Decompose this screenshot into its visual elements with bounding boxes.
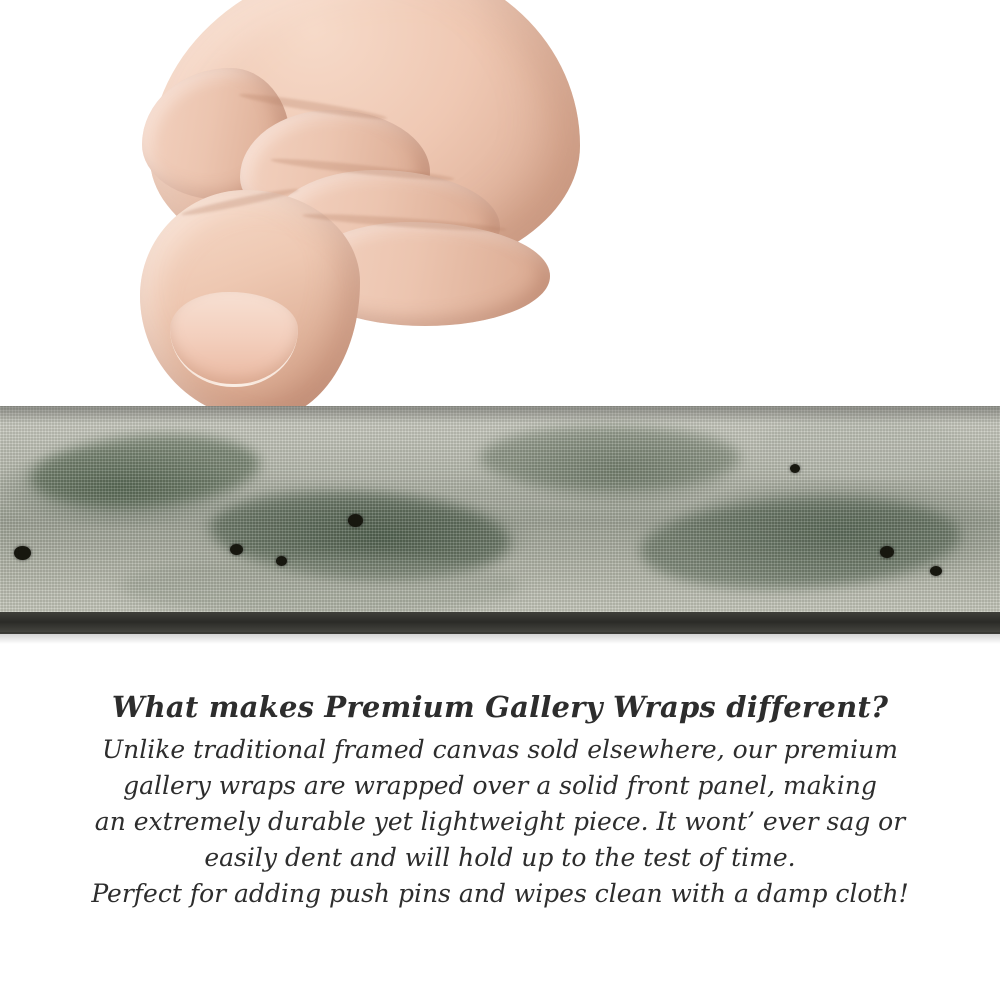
caption-body [0, 732, 1000, 912]
hand-fist-icon [120, 0, 600, 440]
canvas-speck [348, 514, 363, 527]
caption-block [0, 690, 1000, 912]
caption-line: gallery wraps are wrapped over a solid front panel, making [123, 771, 877, 800]
canvas-weave-texture [0, 406, 1000, 618]
canvas-speck [790, 464, 800, 473]
canvas-edge-icon [0, 406, 1000, 618]
canvas-speck [880, 546, 894, 558]
canvas-speck [14, 546, 31, 560]
caption-heading: What makes Premium Gallery Wraps different? [111, 690, 889, 724]
canvas-speck [276, 556, 287, 566]
caption-line: Perfect for adding push pins and wipes clean with a damp cloth! [91, 879, 909, 908]
canvas-top-shadow [0, 406, 1000, 424]
canvas-speck [930, 566, 942, 576]
caption-line: Unlike traditional framed canvas sold elsewhere, our premium [102, 735, 898, 764]
caption-line: easily dent and will hold up to the test of time. [204, 843, 796, 872]
canvas-speck [230, 544, 243, 555]
canvas-front-panel-edge [0, 612, 1000, 634]
caption-line: an extremely durable yet lightweight piece. It wont’ ever sag or [94, 807, 906, 836]
